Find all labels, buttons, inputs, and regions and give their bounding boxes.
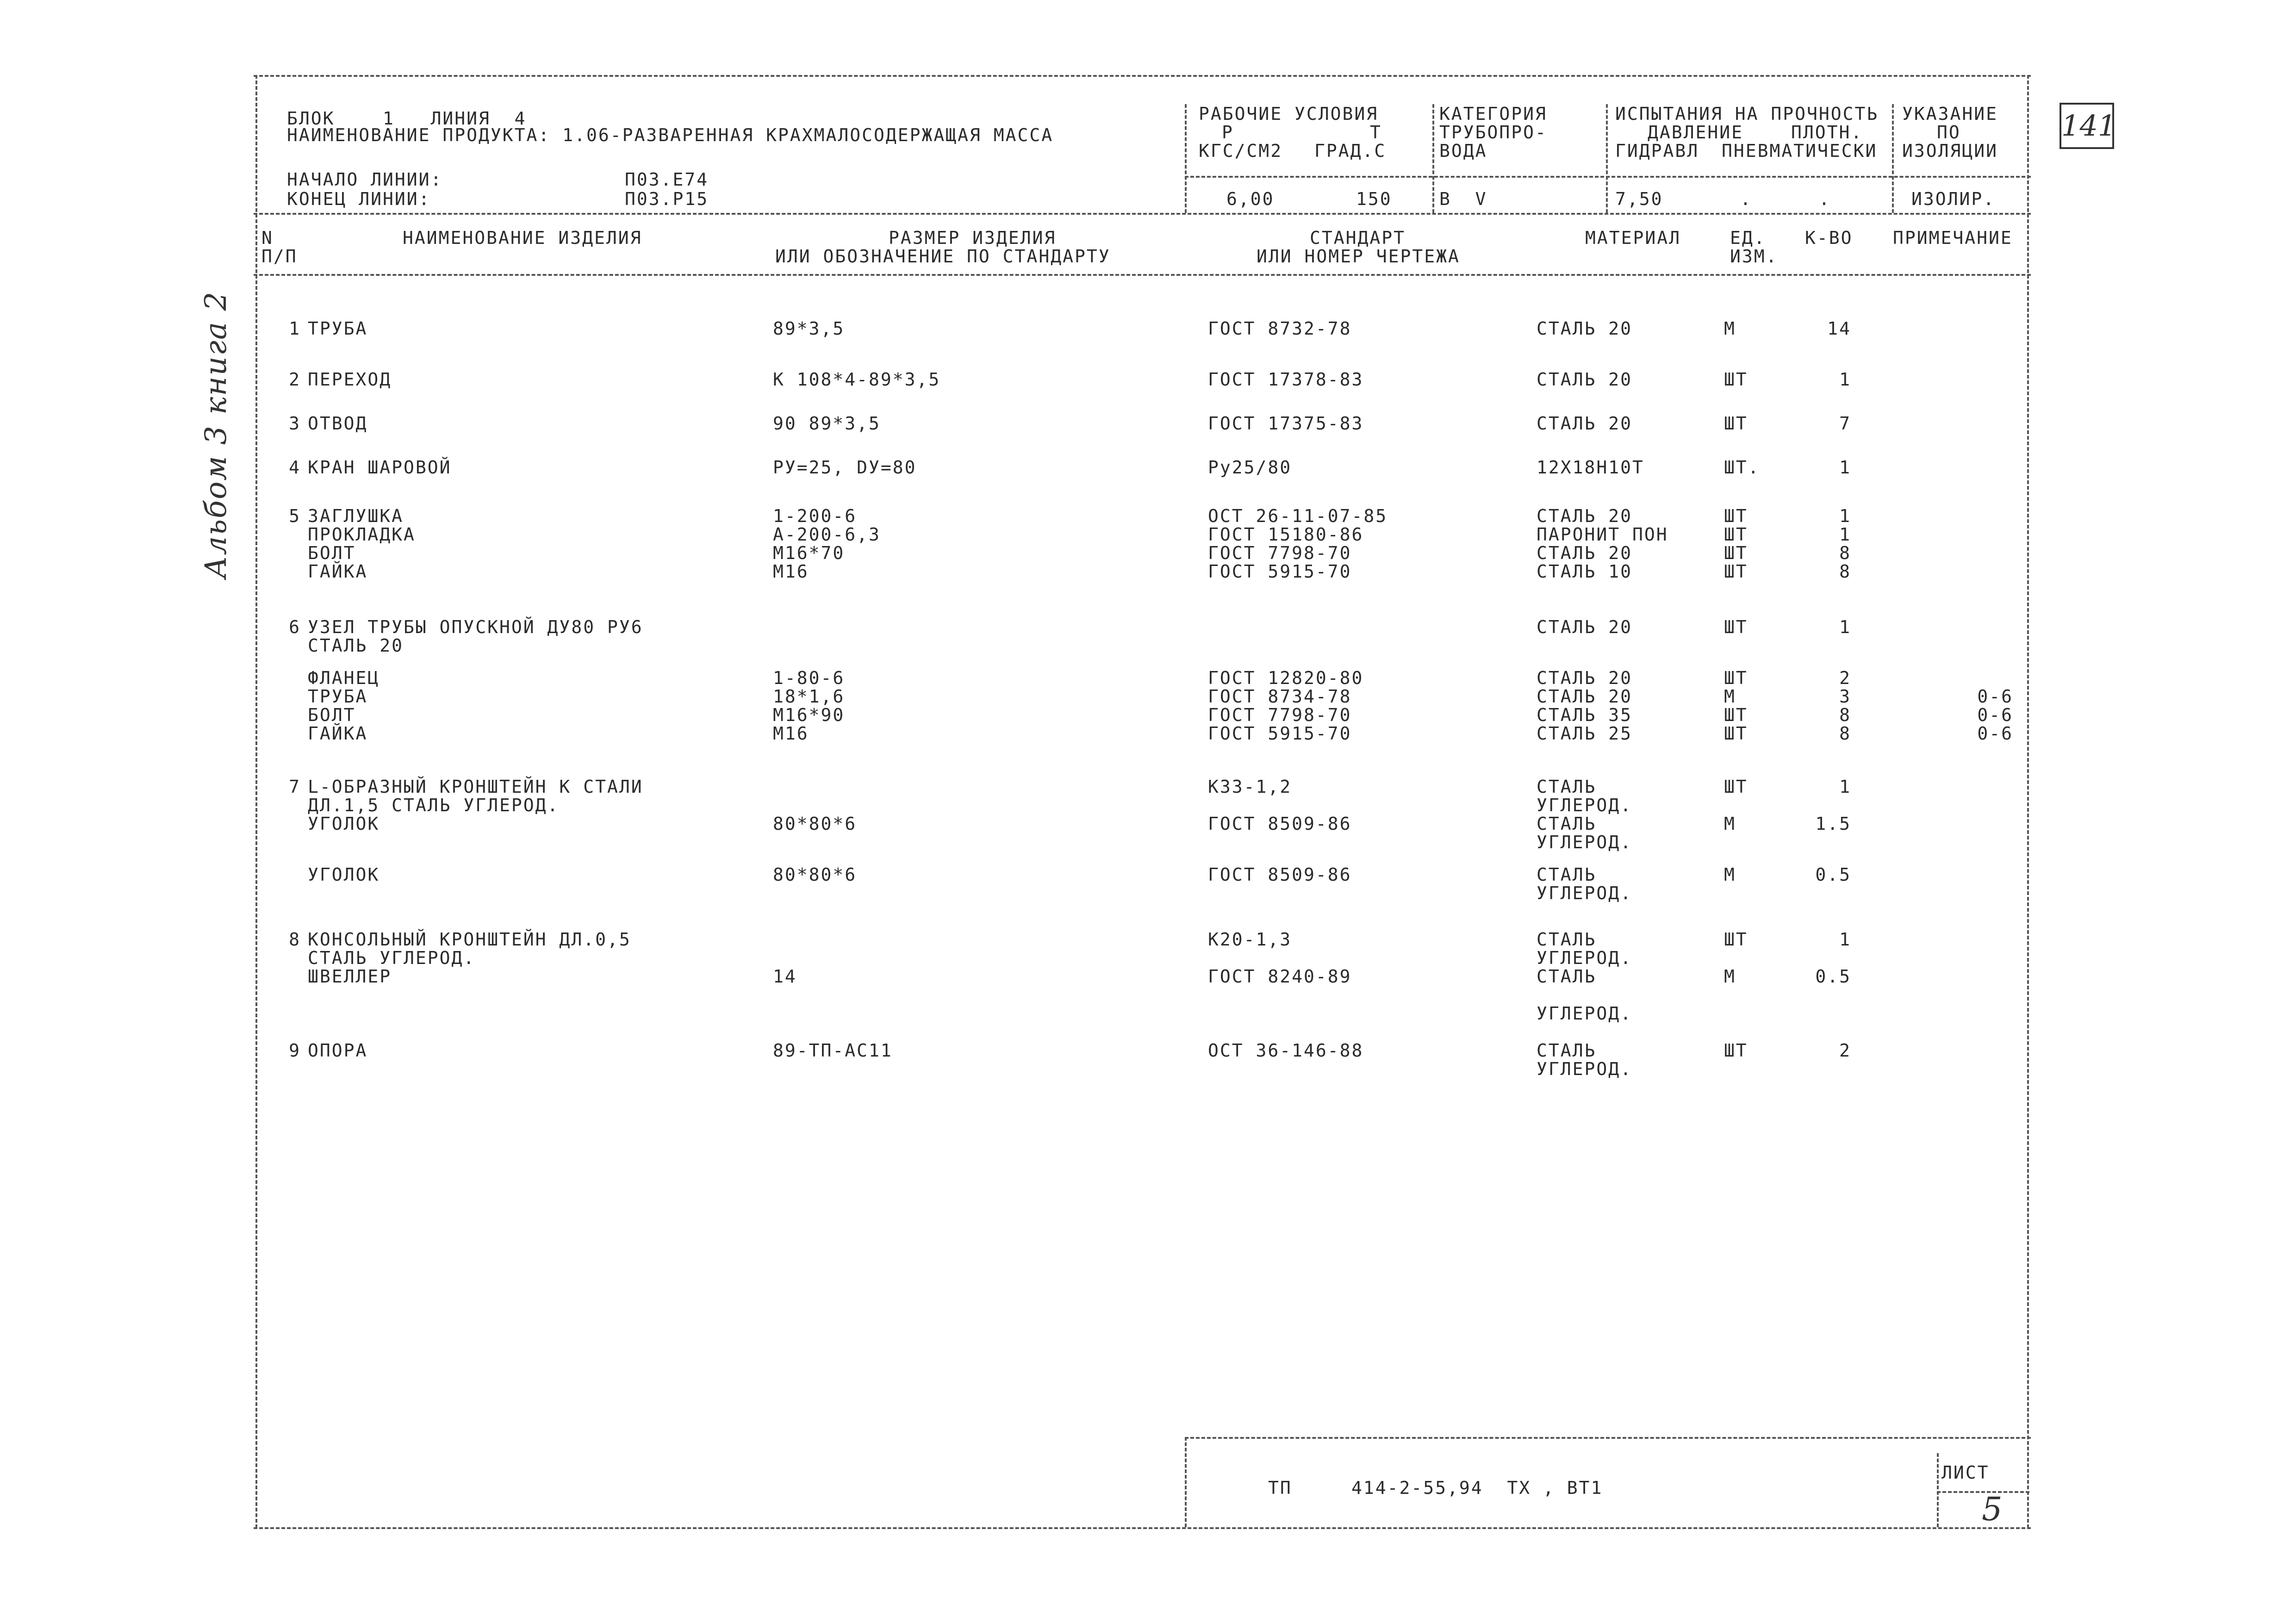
line-end-value: П03.Р15 [625, 189, 709, 209]
cell-mat: СТАЛЬ [1537, 929, 1597, 950]
cell-std: ОСТ 26-11-07-85 [1208, 506, 1388, 526]
hydraulic-value: 7,50 [1615, 189, 1663, 209]
insulation-value: ИЗОЛИР. [1911, 189, 1996, 209]
header-col-sep-2 [1432, 104, 1434, 213]
cell-std: ГОСТ 8509-86 [1208, 814, 1352, 834]
cell-name: ЗАГЛУШКА [308, 506, 404, 526]
cell-name: ОПОРА [308, 1040, 368, 1061]
cell-unit: ШТ [1724, 561, 1748, 582]
pneumatic-test-title: ПНЕВМАТИЧЕСКИ [1722, 141, 1878, 161]
cell-qty: 1 [1839, 524, 1851, 545]
cell-mat: СТАЛЬ 25 [1537, 723, 1633, 744]
left-border [255, 75, 257, 1528]
cell-unit: ШТ. [1724, 457, 1760, 478]
cell-unit: ШТ [1724, 524, 1748, 545]
cell-mat: СТАЛЬ 20 [1537, 318, 1633, 339]
cell-unit: М [1724, 864, 1736, 885]
density-test-title: ПЛОТН. [1791, 122, 1863, 143]
cell-qty: 8 [1839, 561, 1851, 582]
cell-std: ОСТ 36-146-88 [1208, 1040, 1364, 1061]
cell-std: Ру25/80 [1208, 457, 1292, 478]
cell-mat: СТАЛЬ 20 [1537, 543, 1633, 563]
cell-qty: 2 [1839, 1040, 1851, 1061]
cell-unit: ШТ [1724, 369, 1748, 390]
col-standard-2: ИЛИ НОМЕР ЧЕРТЕЖА [1257, 246, 1460, 267]
footer-tp: ТП [1268, 1478, 1292, 1498]
cell-std: ГОСТ 12820-80 [1208, 668, 1364, 688]
temperature-unit: ГРАД.С [1314, 141, 1387, 161]
sheet-left-line [1937, 1453, 1939, 1527]
block-line-title: БЛОК 1 ЛИНИЯ 4 [287, 108, 527, 129]
cell-mat: СТАЛЬ 20 [1537, 369, 1633, 390]
pipe-category-1: КАТЕГОРИЯ [1439, 104, 1547, 124]
cell-mat: ПАРОНИТ ПОН [1537, 524, 1668, 545]
cell-size: 1-80-6 [773, 668, 845, 688]
cell-std: ГОСТ 8509-86 [1208, 864, 1352, 885]
cell-mat: СТАЛЬ 35 [1537, 705, 1633, 725]
col-num-1: N [261, 228, 274, 248]
cell-size: РУ=25, DУ=80 [773, 457, 917, 478]
cell-name: СТАЛЬ 20 [308, 635, 404, 656]
cell-qty: 3 [1839, 686, 1851, 707]
cell-unit: ШТ [1724, 668, 1748, 688]
cell-mat: УГЛЕРОД. [1537, 832, 1633, 852]
category-value: В V [1439, 189, 1487, 209]
footer-doc-code: 414-2-55,94 ТХ , ВТ1 [1351, 1478, 1603, 1498]
cell-std: ГОСТ 15180-86 [1208, 524, 1364, 545]
cell-qty: 8 [1839, 723, 1851, 744]
cell-std: ГОСТ 17375-83 [1208, 413, 1364, 434]
cell-size: М16*90 [773, 705, 845, 725]
cell-name: ПЕРЕХОД [308, 369, 392, 390]
cell-size: 18*1,6 [773, 686, 845, 707]
cell-name: ДЛ.1,5 СТАЛЬ УГЛЕРОД. [308, 795, 560, 815]
cell-name: L-ОБРАЗНЫЙ КРОНШТЕЙН К СТАЛИ [308, 777, 643, 797]
cell-unit: ШТ [1724, 929, 1748, 950]
cell-unit: ШТ [1724, 617, 1748, 637]
col-unit-2: ИЗМ. [1730, 246, 1778, 267]
cell-std: ГОСТ 7798-70 [1208, 543, 1352, 563]
cell-name: ТРУБА [308, 686, 368, 707]
cell-unit: ШТ [1724, 723, 1748, 744]
pipe-category-2: ТРУБОПРО- [1439, 122, 1547, 143]
pressure-test-title: ДАВЛЕНИЕ [1648, 122, 1744, 143]
strength-test-title: ИСПЫТАНИЯ НА ПРОЧНОСТЬ [1615, 104, 1879, 124]
col-size-2: ИЛИ ОБОЗНАЧЕНИЕ ПО СТАНДАРТУ [775, 246, 1111, 267]
cell-unit: ШТ [1724, 777, 1748, 797]
cell-mat: СТАЛЬ [1537, 966, 1597, 987]
cell-qty: 8 [1839, 705, 1851, 725]
cell-n: 7 [289, 777, 301, 797]
cell-name: УЗЕЛ ТРУБЫ ОПУСКНОЙ ДУ80 РУ6 [308, 617, 643, 637]
cell-name: БОЛТ [308, 705, 356, 725]
cell-std: ГОСТ 8732-78 [1208, 318, 1352, 339]
cell-mat: 12Х18Н10Т [1537, 457, 1644, 478]
insulation-title-1: УКАЗАНИЕ [1902, 104, 1998, 124]
cell-std: К20-1,3 [1208, 929, 1292, 950]
cell-name: ПРОКЛАДКА [308, 524, 416, 545]
cell-qty: 2 [1839, 668, 1851, 688]
cell-size: 1-200-6 [773, 506, 857, 526]
cell-qty: 8 [1839, 543, 1851, 563]
cell-unit: ШТ [1724, 705, 1748, 725]
pressure-unit: КГС/СМ2 [1199, 141, 1283, 161]
cell-mat: СТАЛЬ 20 [1537, 413, 1633, 434]
cell-name: СТАЛЬ УГЛЕРОД. [308, 948, 476, 968]
cell-qty: 7 [1839, 413, 1851, 434]
sheet-number: 5 [1982, 1490, 2003, 1528]
footer-top-line [1185, 1437, 2031, 1439]
bottom-border [254, 1527, 2031, 1529]
cell-size: 14 [773, 966, 797, 987]
cell-size: 80*80*6 [773, 864, 857, 885]
cell-size: 90 89*3,5 [773, 413, 881, 434]
cell-unit: ШТ [1724, 1040, 1748, 1061]
cell-mat: УГЛЕРОД. [1537, 1003, 1633, 1024]
cell-note: 0-6 [1977, 723, 2013, 744]
cell-unit: М [1724, 814, 1736, 834]
cell-qty: 1 [1839, 617, 1851, 637]
cell-n: 3 [289, 413, 301, 434]
col-name: НАИМЕНОВАНИЕ ИЗДЕЛИЯ [403, 228, 642, 248]
cell-size: 89*3,5 [773, 318, 845, 339]
header-col-sep-1 [1185, 104, 1187, 213]
temperature-value: 150 [1356, 189, 1392, 209]
cell-mat: УГЛЕРОД. [1537, 1059, 1633, 1079]
cell-qty: 1 [1839, 457, 1851, 478]
cell-unit: М [1724, 318, 1736, 339]
pneumatic-value: . [1740, 189, 1752, 209]
cell-size: А-200-6,3 [773, 524, 881, 545]
cell-unit: ШТ [1724, 413, 1748, 434]
col-unit-1: ЕД. [1730, 228, 1766, 248]
cell-mat: СТАЛЬ 20 [1537, 617, 1633, 637]
cell-n: 2 [289, 369, 301, 390]
col-num-2: П/П [261, 246, 298, 267]
col-note: ПРИМЕЧАНИЕ [1893, 228, 2013, 248]
cell-n: 9 [289, 1040, 301, 1061]
cell-std: К33-1,2 [1208, 777, 1292, 797]
cell-unit: ШТ [1724, 543, 1748, 563]
line-start-value: П03.Е74 [625, 169, 709, 190]
cell-std: ГОСТ 8240-89 [1208, 966, 1352, 987]
hydraulic-test-title: ГИДРАВЛ [1615, 141, 1699, 161]
temperature-label: Т [1370, 122, 1382, 143]
cell-name: ОТВОД [308, 413, 368, 434]
pressure-label: Р [1222, 122, 1234, 143]
footer-left-line [1185, 1437, 1187, 1527]
cell-mat: СТАЛЬ 20 [1537, 668, 1633, 688]
col-size-1: РАЗМЕР ИЗДЕЛИЯ [889, 228, 1057, 248]
cell-std: ГОСТ 5915-70 [1208, 723, 1352, 744]
cell-std: ГОСТ 7798-70 [1208, 705, 1352, 725]
cell-n: 5 [289, 506, 301, 526]
cell-name: КРАН ШАРОВОЙ [308, 457, 452, 478]
cell-name: УГОЛОК [308, 814, 380, 834]
cell-mat: УГЛЕРОД. [1537, 948, 1633, 968]
header-divider [254, 213, 2031, 215]
cell-name: БОЛТ [308, 543, 356, 563]
cell-unit: М [1724, 686, 1736, 707]
cell-n: 1 [289, 318, 301, 339]
cell-mat: СТАЛЬ 20 [1537, 506, 1633, 526]
page-stamp: 141 [2060, 103, 2114, 149]
pressure-value: 6,00 [1226, 189, 1275, 209]
col-qty: К-ВО [1805, 228, 1853, 248]
cell-mat: УГЛЕРОД. [1537, 883, 1633, 903]
col-standard-1: СТАНДАРТ [1310, 228, 1406, 248]
cell-std: ГОСТ 17378-83 [1208, 369, 1364, 390]
cell-qty: 1.5 [1815, 814, 1851, 834]
cell-mat: СТАЛЬ [1537, 814, 1597, 834]
cell-size: М16 [773, 561, 809, 582]
cell-note: 0-6 [1977, 705, 2013, 725]
cell-name: ГАЙКА [308, 723, 368, 744]
cell-size: М16*70 [773, 543, 845, 563]
cell-size: К 108*4-89*3,5 [773, 369, 941, 390]
cell-qty: 0.5 [1815, 864, 1851, 885]
cell-std: ГОСТ 5915-70 [1208, 561, 1352, 582]
album-side-note: Альбом 3 книга 2 [199, 291, 233, 578]
cell-mat: СТАЛЬ [1537, 864, 1597, 885]
cell-name: ШВЕЛЛЕР [308, 966, 392, 987]
line-end-label: КОНЕЦ ЛИНИИ: [287, 189, 431, 209]
cell-mat: СТАЛЬ [1537, 777, 1597, 797]
cell-mat: СТАЛЬ 20 [1537, 686, 1633, 707]
cell-size: 80*80*6 [773, 814, 857, 834]
line-start-label: НАЧАЛО ЛИНИИ: [287, 169, 443, 190]
cell-name: КОНСОЛЬНЫЙ КРОНШТЕЙН ДЛ.0,5 [308, 929, 631, 950]
cell-qty: 0.5 [1815, 966, 1851, 987]
product-name: НАИМЕНОВАНИЕ ПРОДУКТА: 1.06-РАЗВАРЕННАЯ КРАХМАЛОСОДЕРЖАЩАЯ МАССА [287, 125, 1054, 145]
cell-name: ГАЙКА [308, 561, 368, 582]
density-value: . [1819, 189, 1831, 209]
insulation-title-3: ИЗОЛЯЦИИ [1902, 141, 1998, 161]
cell-mat: СТАЛЬ 10 [1537, 561, 1633, 582]
header-col-sep-3 [1606, 104, 1608, 213]
cell-size: М16 [773, 723, 809, 744]
cell-std: ГОСТ 8734-78 [1208, 686, 1352, 707]
cell-mat: УГЛЕРОД. [1537, 795, 1633, 815]
cell-n: 8 [289, 929, 301, 950]
cell-unit: ШТ [1724, 506, 1748, 526]
top-border [254, 75, 2031, 77]
insulation-title-2: ПО [1937, 122, 1961, 143]
cell-n: 6 [289, 617, 301, 637]
header-col-sep-4 [1892, 104, 1894, 213]
cell-note: 0-6 [1977, 686, 2013, 707]
cell-qty: 14 [1827, 318, 1851, 339]
cell-name: УГОЛОК [308, 864, 380, 885]
cell-qty: 1 [1839, 929, 1851, 950]
cell-size: 89-ТП-АС11 [773, 1040, 893, 1061]
cell-qty: 1 [1839, 369, 1851, 390]
cell-mat: СТАЛЬ [1537, 1040, 1597, 1061]
cell-unit: М [1724, 966, 1736, 987]
right-border [2027, 75, 2029, 1528]
cell-qty: 1 [1839, 506, 1851, 526]
working-conditions: РАБОЧИЕ УСЛОВИЯ [1199, 104, 1379, 124]
col-material: МАТЕРИАЛ [1585, 228, 1681, 248]
columns-divider [254, 274, 2031, 276]
cell-name: ФЛАНЕЦ [308, 668, 380, 688]
pipe-category-3: ВОДА [1439, 141, 1487, 161]
cell-name: ТРУБА [308, 318, 368, 339]
sheet-label: ЛИСТ [1941, 1462, 1990, 1483]
conditions-divider [1185, 176, 2031, 178]
cell-n: 4 [289, 457, 301, 478]
cell-qty: 1 [1839, 777, 1851, 797]
